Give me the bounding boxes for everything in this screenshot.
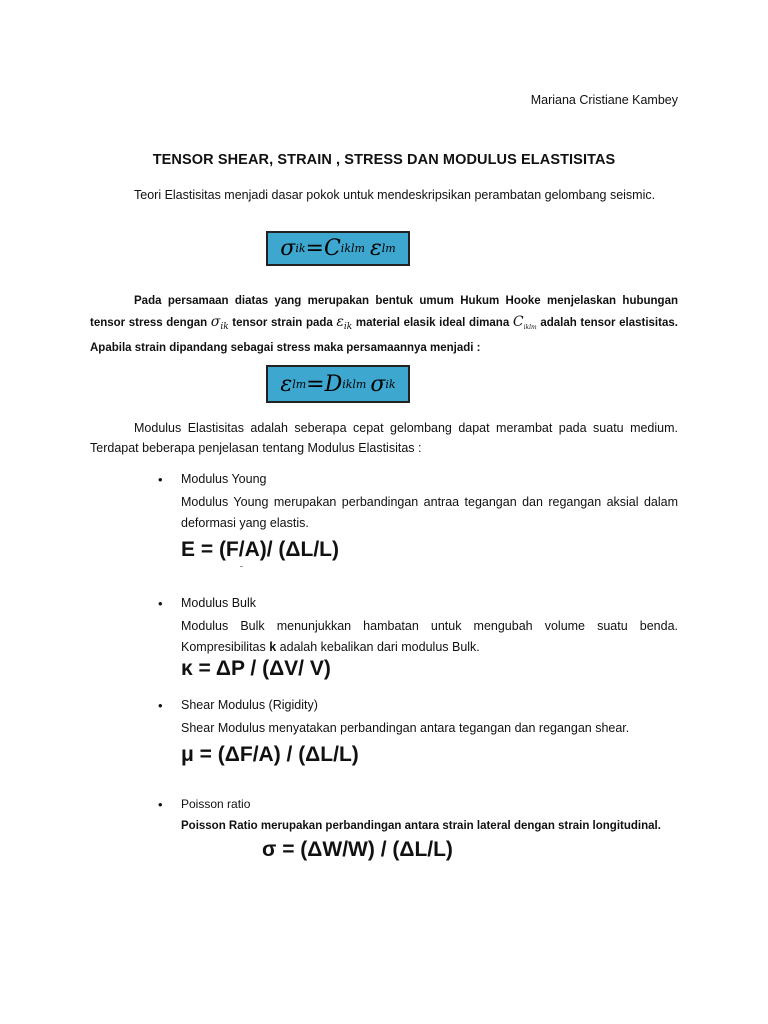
hooke-text-1: Pada persamaan diatas yang merupakan bentuk umum Hukum Hooke menjelaskan hubungan tensor stress dengan bbox=[90, 295, 678, 329]
eq1-c-sub: iklm bbox=[340, 242, 365, 255]
hooke-sigma: $\sigma_{ik}$ bbox=[210, 314, 229, 332]
item-heading: Modulus Young bbox=[181, 472, 267, 486]
modulus-intro-text: Modulus Elastisitas adalah seberapa cepat gelombang dapat merambat pada suatu medium. Terdapat beberapa penjelasan tentang Modulus Elastisitas : bbox=[90, 421, 678, 455]
item-description: Modulus Bulk menunjukkan hambatan untuk mengubah volume suatu benda. Kompresibilitas k adalah kebalikan dari modulus Bulk. bbox=[181, 619, 678, 654]
kompresibilitas-symbol: k bbox=[269, 639, 277, 654]
equation-hooke-box bbox=[266, 231, 410, 266]
document-title: TENSOR SHEAR, STRAIN , STRESS DAN MODULUS ELASTISITAS bbox=[152, 152, 616, 168]
eq1-c: C bbox=[323, 236, 341, 261]
eq2-epsilon-sub: lm bbox=[292, 377, 307, 391]
equation-inverse-box bbox=[266, 365, 410, 403]
hooke-text-2: tensor strain pada bbox=[232, 317, 333, 329]
eq1-epsilon: ε bbox=[369, 236, 382, 261]
bullet-icon: • bbox=[158, 596, 163, 611]
eq2-sigma: σ bbox=[370, 371, 386, 397]
list-item-poisson-ratio bbox=[158, 797, 678, 837]
bullet-icon: • bbox=[158, 797, 163, 812]
eq2-d-sub: iklm bbox=[342, 377, 367, 391]
formula-bulk: κ = ΔP / (ΔV/ V) bbox=[181, 657, 331, 680]
intro-text: Teori Elastisitas menjadi dasar pokok untuk mendeskripsikan perambatan gelombang seismic. bbox=[134, 188, 656, 202]
eq1-equals: = bbox=[305, 236, 324, 261]
item-description: Modulus Young merupakan perbandingan antraa tegangan dan regangan aksial dalam deformasi yang elastis. bbox=[181, 495, 678, 530]
item-heading: Modulus Bulk bbox=[181, 596, 257, 610]
eq2-equals: = bbox=[306, 371, 325, 397]
eq2-sigma-sub: ik bbox=[385, 377, 396, 391]
list-item-shear-modulus bbox=[158, 698, 678, 738]
hooke-epsilon: $\varepsilon_{ik}$ bbox=[336, 314, 353, 332]
formula-shear: μ = (ΔF/A) / (ΔL/L) bbox=[181, 743, 359, 766]
bullet-icon: • bbox=[158, 472, 163, 487]
item-heading: Poisson ratio bbox=[181, 797, 251, 811]
eq2-d: D bbox=[324, 371, 343, 397]
bullet-icon: • bbox=[158, 698, 163, 713]
eq1-sigma-sub: ik bbox=[295, 242, 306, 255]
eq1-epsilon-sub: lm bbox=[381, 242, 396, 255]
eq1-sigma: σ bbox=[280, 236, 296, 261]
formula-poisson: σ = (ΔW/W) / (ΔL/L) bbox=[262, 838, 453, 861]
item-heading: Shear Modulus (Rigidity) bbox=[181, 698, 318, 712]
hooke-paragraph bbox=[90, 291, 678, 359]
item-description: Shear Modulus menyatakan perbandingan antara tegangan dan regangan shear. bbox=[181, 721, 630, 735]
item-description: Poisson Ratio merupakan perbandingan antara strain lateral dengan strain longitudinal. bbox=[181, 820, 661, 832]
hooke-text-4: adalah tensor elastisitas. Apabila strain dipandang sebagai stress maka persamaannya menjadi : bbox=[90, 317, 678, 354]
hooke-text-3: material elasik ideal dimana bbox=[355, 317, 510, 329]
intro-paragraph bbox=[90, 185, 678, 205]
formula-young: E = (F/A)/ (ΔL/L) bbox=[181, 538, 339, 561]
eq2-epsilon: ε bbox=[280, 371, 293, 397]
stray-mark bbox=[240, 566, 243, 567]
list-item-modulus-bulk bbox=[158, 596, 678, 656]
modulus-intro-paragraph bbox=[90, 418, 678, 458]
hooke-c: $C_{iklm}$ bbox=[512, 314, 537, 331]
author-name: Mariana Cristiane Kambey bbox=[530, 93, 678, 107]
